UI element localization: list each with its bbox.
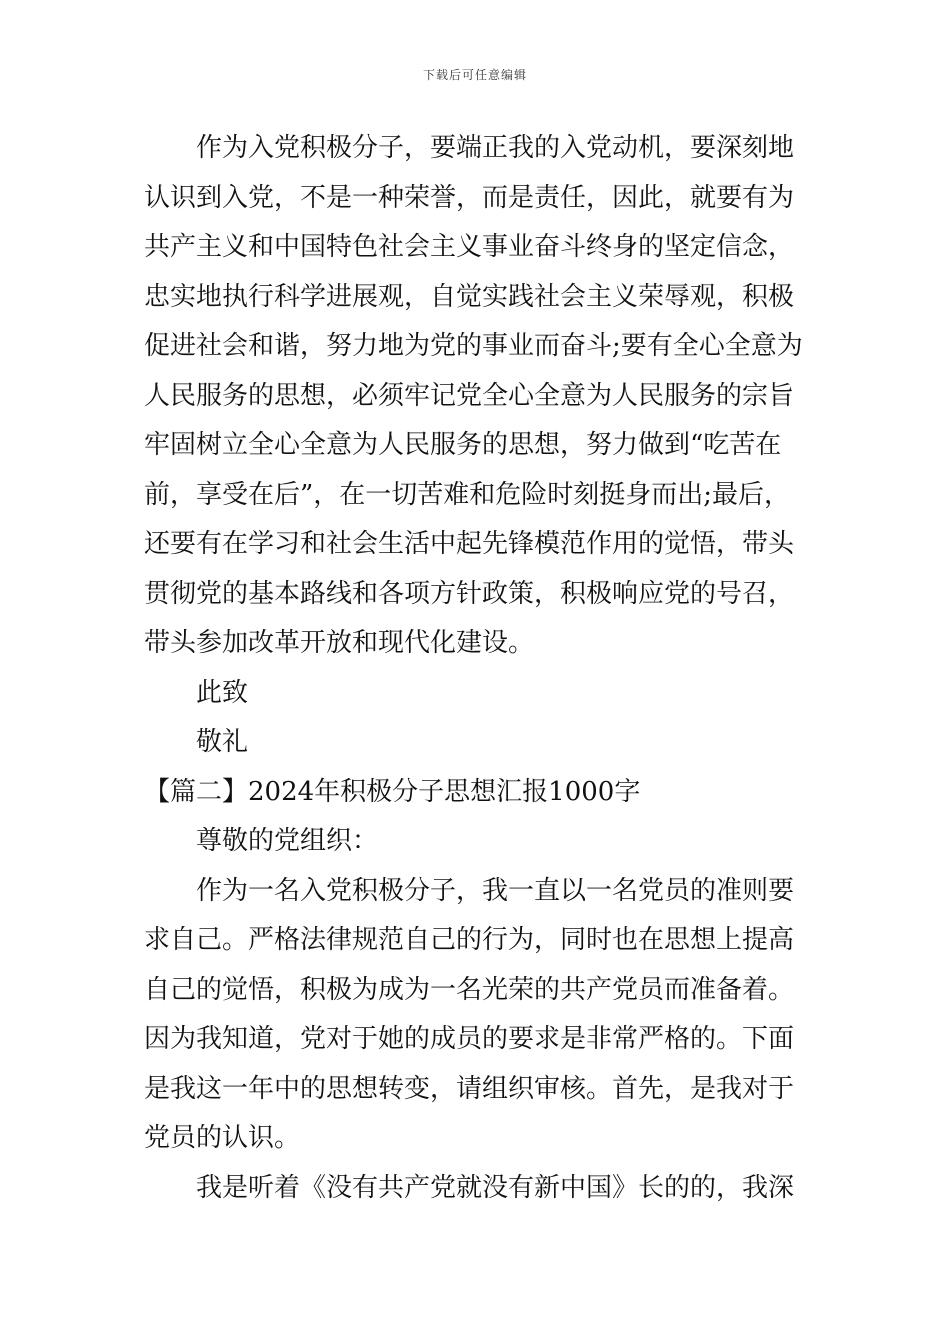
text-line: 因为我知道，党对于她的成员的要求是非常严格的。下面 [144, 1024, 795, 1054]
text-line: 促进社会和谐，努力地为党的事业而奋斗;要有全心全意为 [144, 331, 803, 361]
text-line: 人民服务的思想，必须牢记党全心全意为人民服务的宗旨 [144, 380, 795, 411]
text-line: 前，享受在后”，在一切苦难和危险时刻挺身而出;最后， [144, 479, 791, 510]
text-line: 认识到入党，不是一种荣誉，而是责任，因此，就要有为 [144, 182, 795, 213]
text-line: 还要有在学习和社会生活中起先锋模范作用的觉悟，带头 [144, 529, 795, 559]
text-line: 求自己。严格法律规范自己的行为，同时也在思想上提高 [144, 925, 795, 955]
document-body [144, 124, 808, 1213]
text-line: 作为一名入党积极分子，我一直以一名党员的准则要 [196, 875, 795, 906]
text-line: 共产主义和中国特色社会主义事业奋斗终身的坚定信念， [144, 232, 795, 262]
text-line: 我是听着《没有共产党就没有新中国》长的的，我深 [196, 1172, 795, 1203]
text-line: 敬礼 [196, 727, 249, 757]
header-note: 下载后可任意编辑 [422, 68, 527, 82]
text-line: 忠实地执行科学进展观，自觉实践社会主义荣辱观，积极 [144, 281, 795, 312]
text-line: 是我这一年中的思想转变，请组织审核。首先，是我对于 [144, 1073, 795, 1104]
text-line: 牢固树立全心全意为人民服务的思想，努力做到“吃苦在 [144, 430, 782, 460]
text-line: 作为入党积极分子，要端正我的入党动机，要深刻地 [196, 133, 795, 163]
text-line: 自己的觉悟，积极为成为一名光荣的共产党员而准备着。 [144, 974, 795, 1005]
text-line: 贯彻党的基本路线和各项方针政策，积极响应党的号召， [144, 578, 795, 609]
text-line: 尊敬的党组织： [196, 826, 379, 856]
text-line: 【篇二】2024年积极分子思想汇报1000字 [144, 776, 641, 807]
text-line: 党员的认识。 [144, 1123, 301, 1153]
text-line: 此致 [196, 677, 249, 708]
text-line: 带头参加改革开放和现代化建设。 [144, 628, 535, 658]
